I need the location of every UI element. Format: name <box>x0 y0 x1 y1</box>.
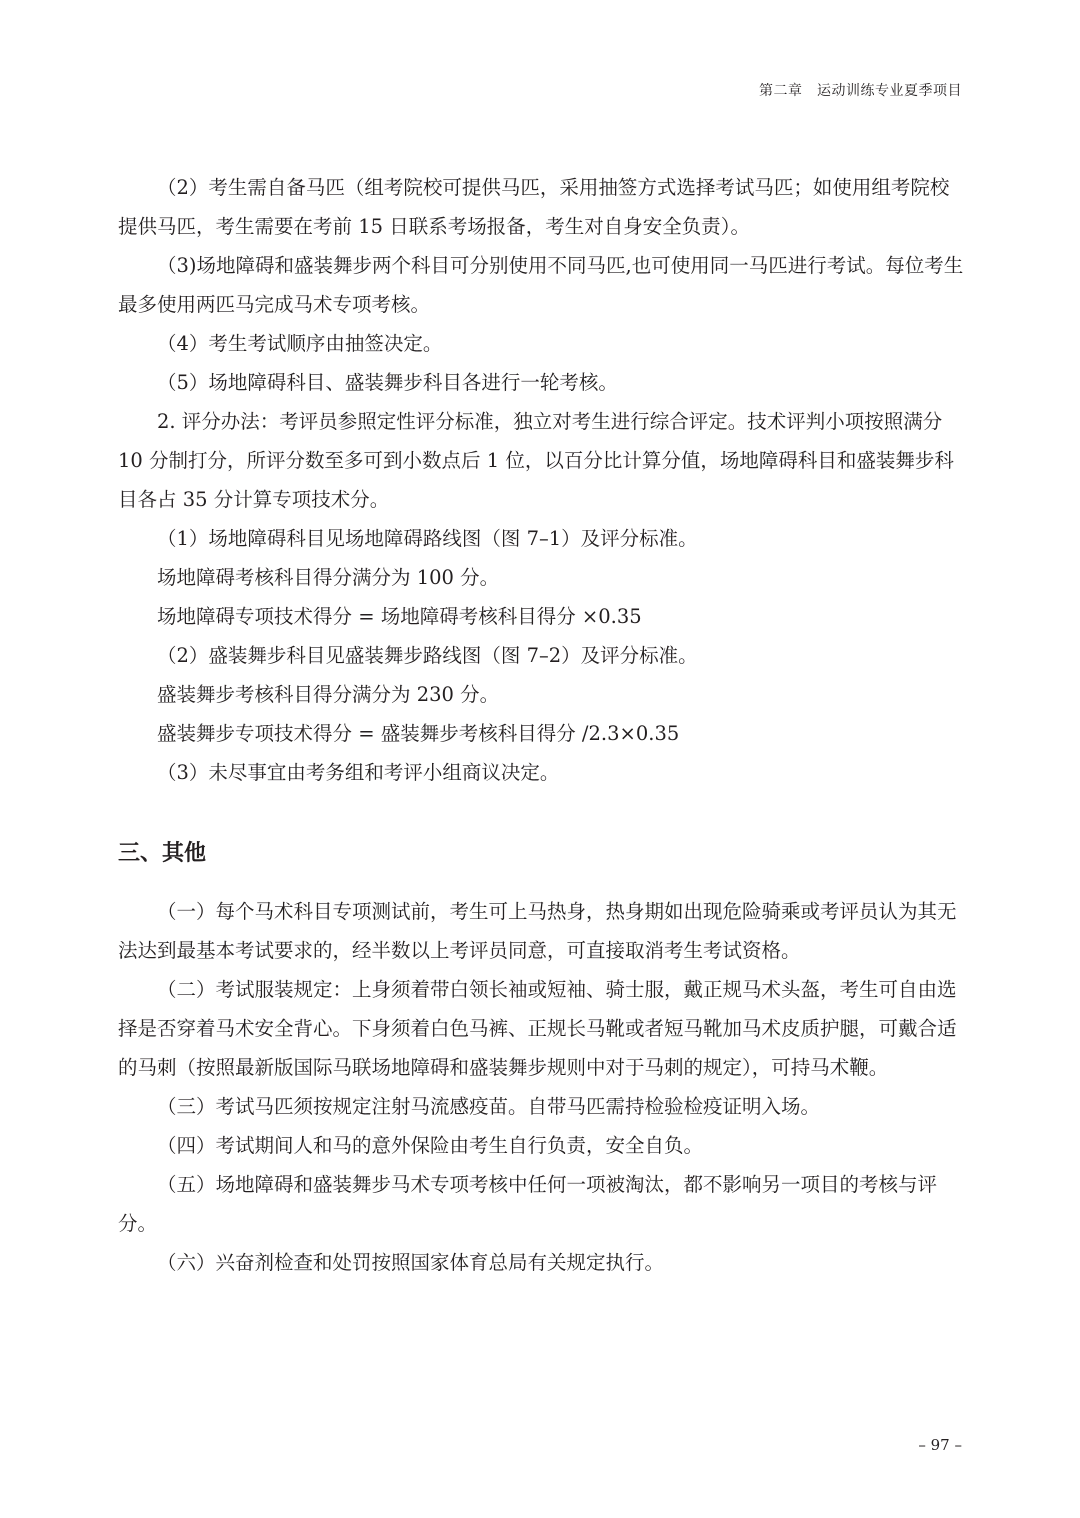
running-header: 第二章 运动训练专业夏季项目 <box>759 83 962 99</box>
paragraph: （五）场地障碍和盛装舞步马术专项考核中任何一项被淘汰，都不影响另一项目的考核与评分。 <box>118 1173 938 1235</box>
formula-line: 盛装舞步专项技术得分 = 盛装舞步考核科目得分 /2.3×0.35 <box>157 722 680 745</box>
paragraph: （3）未尽事宜由考务组和考评小组商议决定。 <box>157 761 560 784</box>
paragraph: （1）场地障碍科目见场地障碍路线图（图 7–1）及评分标准。 <box>157 527 698 550</box>
paragraph: （六）兴奋剂检查和处罚按照国家体育总局有关规定执行。 <box>157 1251 665 1274</box>
paragraph: （4）考生考试顺序由抽签决定。 <box>157 332 443 355</box>
formula-line: 场地障碍考核科目得分满分为 100 分。 <box>157 566 500 589</box>
section-heading: 三、其他 <box>118 841 207 866</box>
formula-line: 盛装舞步考核科目得分满分为 230 分。 <box>157 683 500 706</box>
paragraph: （3)场地障碍和盛装舞步两个科目可分别使用不同马匹,也可使用同一马匹进行考试。每位考生最多使用两匹马完成马术专项考核。 <box>118 254 964 316</box>
paragraph: （2）盛装舞步科目见盛装舞步路线图（图 7–2）及评分标准。 <box>157 644 698 667</box>
paragraph: （四）考试期间人和马的意外保险由考生自行负责，安全自负。 <box>157 1134 704 1157</box>
formula-line: 场地障碍专项技术得分 = 场地障碍考核科目得分 ×0.35 <box>157 605 642 628</box>
paragraph: （三）考试马匹须按规定注射马流感疫苗。自带马匹需持检验检疫证明入场。 <box>157 1095 821 1118</box>
paragraph: 2. 评分办法：考评员参照定性评分标准，独立对考生进行综合评定。技术评判小项按照满分 10 分制打分，所评分数至多可到小数点后 1 位，以百分比计算分值，场地障碍科目和盛装舞步科目各占 35 分计算专项技术分。 <box>118 410 954 511</box>
paragraph: （5）场地障碍科目、盛装舞步科目各进行一轮考核。 <box>157 371 618 394</box>
paragraph: （一）每个马术科目专项测试前，考生可上马热身，热身期如出现危险骑乘或考评员认为其无法达到最基本考试要求的，经半数以上考评员同意，可直接取消考生考试资格。 <box>118 900 957 962</box>
page-body <box>118 168 964 1282</box>
page-number: – 97 – <box>918 1436 962 1454</box>
paragraph: （2）考生需自备马匹（组考院校可提供马匹，采用抽签方式选择考试马匹；如使用组考院校提供马匹，考生需要在考前 15 日联系考场报备，考生对自身安全负责）。 <box>118 176 950 238</box>
paragraph: （二）考试服装规定：上身须着带白领长袖或短袖、骑士服，戴正规马术头盔，考生可自由选择是否穿着马术安全背心。下身须着白色马裤、正规长马靴或者短马靴加马术皮质护腿，可戴合适的马刺（按照最新版国际马联场地障碍和盛装舞步规则中对于马刺的规定），可持马术鞭。 <box>118 978 957 1079</box>
